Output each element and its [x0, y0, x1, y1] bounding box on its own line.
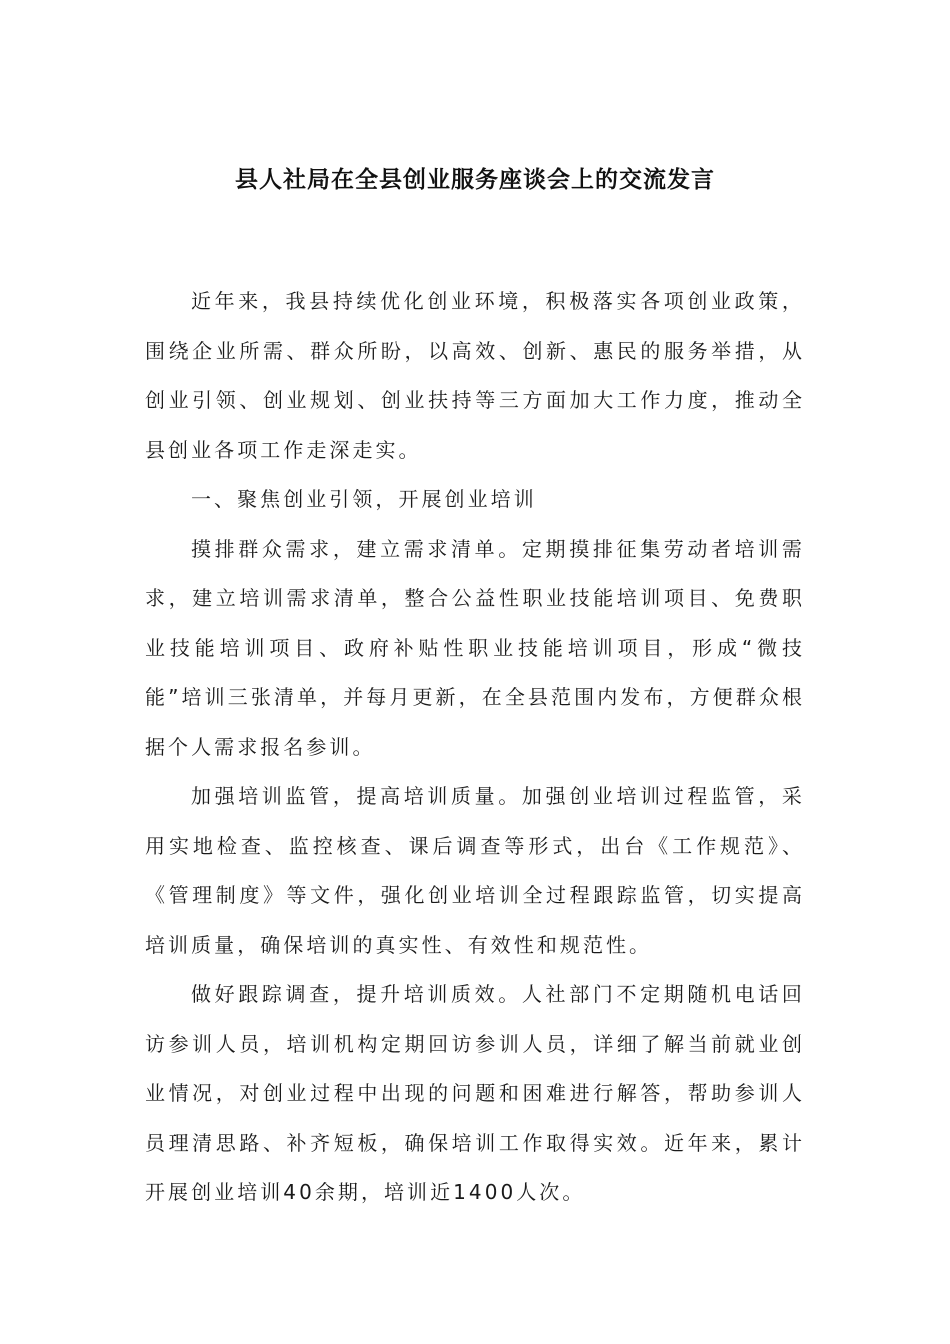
- paragraph-follow-up: 做好跟踪调查，提升培训质效。人社部门不定期随机电话回访参训人员，培训机构定期回访参训人员，详细了解当前就业创业情况，对创业过程中出现的问题和困难进行解答，帮助参训人员理清思路、补齐短板，确保培训工作取得实效。近年来，累计开展创业培训40余期，培训近1400人次。: [145, 982, 805, 1204]
- section-heading-1: 一、聚焦创业引领，开展创业培训: [191, 487, 537, 511]
- paragraph-intro: 近年来，我县持续优化创业环境，积极落实各项创业政策，围绕企业所需、群众所盼，以高效、创新、惠民的服务举措，从创业引领、创业规划、创业扶持等三方面加大工作力度，推动全县创业各项工作走深走实。: [145, 289, 805, 462]
- paragraph-demand-survey: 摸排群众需求，建立需求清单。定期摸排征集劳动者培训需求，建立培训需求清单，整合公益性职业技能培训项目、免费职业技能培训项目、政府补贴性职业技能培训项目，形成“微技能”培训三张清单，并每月更新，在全县范围内发布，方便群众根据个人需求报名参训。: [145, 536, 805, 759]
- paragraph-training-supervision: 加强培训监管，提高培训质量。加强创业培训过程监管，采用实地检查、监控核查、课后调查等形式，出台《工作规范》、《管理制度》等文件，强化创业培训全过程跟踪监管，切实提高培训质量，确保培训的真实性、有效性和规范性。: [145, 784, 805, 957]
- document-title: 县人社局在全县创业服务座谈会上的交流发言: [235, 166, 715, 193]
- document-body: [145, 277, 805, 1218]
